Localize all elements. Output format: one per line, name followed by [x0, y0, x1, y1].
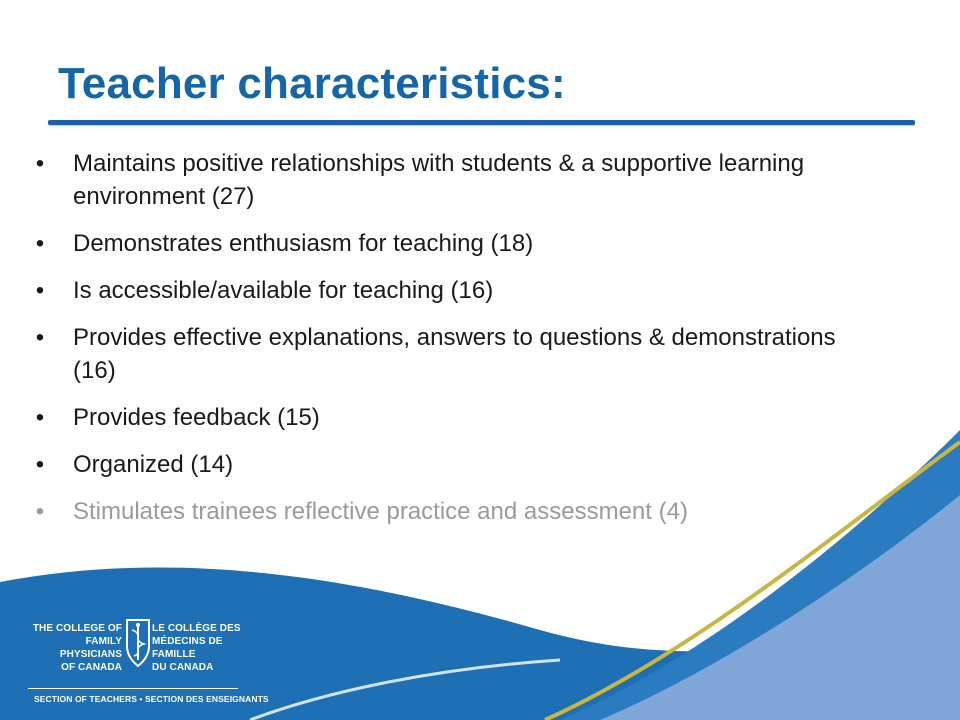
bullet-item — [30, 274, 840, 307]
bullet-dot: • — [35, 230, 45, 257]
logo-french-name: LE COLLÈGE DES MÉDECINS DE FAMILLE DU CANADA — [152, 623, 241, 673]
title-underline — [48, 120, 915, 125]
slide-title: Teacher characteristics: — [58, 59, 566, 108]
cfpc-logo — [28, 618, 269, 714]
bullet-text: Demonstrates enthusiasm for teaching (18) — [73, 230, 534, 257]
bullet-text: Organized (14) — [73, 451, 234, 478]
bullet-item — [30, 227, 840, 260]
bullet-text: Provides effective explanations, answers to questions & demonstrations (16) — [73, 324, 836, 384]
caduceus-shield-icon — [125, 618, 151, 668]
logo-section-name: SECTION OF TEACHERS • SECTION DES ENSEIGNANTS — [34, 694, 269, 704]
bullet-dot: • — [35, 404, 45, 431]
bullet-dot: • — [35, 150, 45, 177]
bullet-item-dimmed — [30, 495, 840, 528]
bullet-item — [30, 321, 840, 387]
bullet-text: Provides feedback (15) — [73, 404, 320, 431]
bullet-dot: • — [35, 324, 45, 351]
logo-english-name: THE COLLEGE OF FAMILY PHYSICIANS OF CANADA — [32, 623, 122, 673]
bullet-text: Is accessible/available for teaching (16) — [73, 277, 494, 304]
bullet-item — [30, 448, 840, 481]
bullet-text: Maintains positive relationships with students & a supportive learning environment (27) — [73, 150, 805, 210]
bullet-dot: • — [35, 498, 45, 525]
bullet-item — [30, 401, 840, 434]
bullet-item — [30, 147, 840, 213]
bullet-dot: • — [35, 277, 45, 304]
bullet-text: Stimulates trainees reflective practice and assessment (4) — [73, 498, 688, 525]
logo-divider — [28, 688, 238, 689]
bullet-list — [30, 147, 840, 542]
bullet-dot: • — [35, 451, 45, 478]
